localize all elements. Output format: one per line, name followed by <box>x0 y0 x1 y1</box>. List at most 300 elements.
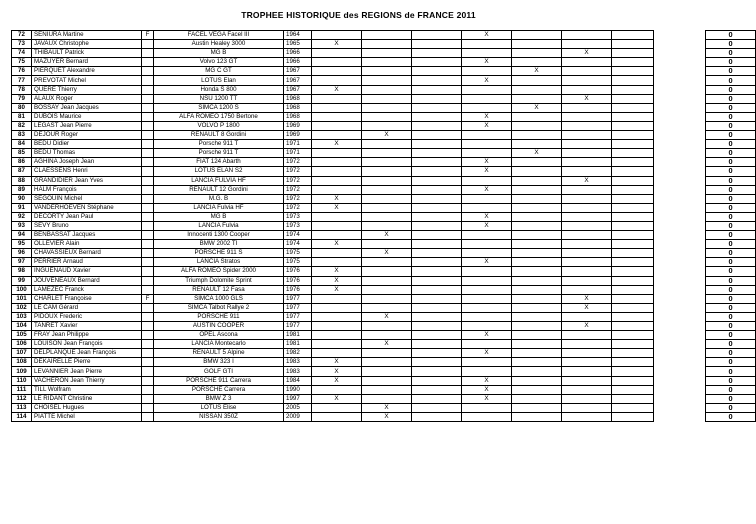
event-mark <box>612 140 654 149</box>
driver-name: BEDU Thomas <box>32 149 142 158</box>
event-mark: X <box>312 240 362 249</box>
car-model: MG B <box>154 212 284 221</box>
car-model: LANCIA Stratos <box>154 258 284 267</box>
driver-sex: F <box>142 294 154 303</box>
event-mark <box>612 240 654 249</box>
event-mark: X <box>462 394 512 403</box>
driver-name: ALAUX Roger <box>32 94 142 103</box>
driver-sex <box>142 340 154 349</box>
driver-sex <box>142 112 154 121</box>
event-mark <box>362 267 412 276</box>
race-number: 75 <box>12 58 32 67</box>
event-mark <box>312 212 362 221</box>
results-table-body <box>12 31 756 422</box>
event-mark <box>412 112 462 121</box>
driver-name: SENIURA Martine <box>32 31 142 40</box>
event-mark <box>562 40 612 49</box>
event-mark <box>462 358 512 367</box>
points-value: 0 <box>706 385 756 394</box>
event-mark: X <box>312 194 362 203</box>
points-value: 0 <box>706 340 756 349</box>
car-model: SIMCA 1200 S <box>154 103 284 112</box>
event-mark <box>462 149 512 158</box>
driver-name: LE CAM Gérard <box>32 303 142 312</box>
car-year: 1981 <box>284 331 312 340</box>
table-row <box>12 276 756 285</box>
car-year: 1977 <box>284 294 312 303</box>
table-row <box>12 167 756 176</box>
event-mark <box>362 294 412 303</box>
event-mark <box>562 221 612 230</box>
event-mark: X <box>362 340 412 349</box>
event-mark <box>512 112 562 121</box>
spacer-cell <box>654 249 706 258</box>
event-mark <box>562 203 612 212</box>
event-mark: X <box>562 49 612 58</box>
driver-sex <box>142 276 154 285</box>
table-row <box>12 358 756 367</box>
event-mark: X <box>462 167 512 176</box>
driver-name: JOUVENEAUX Bernard <box>32 276 142 285</box>
race-number: 102 <box>12 303 32 312</box>
driver-sex <box>142 131 154 140</box>
event-mark <box>312 412 362 421</box>
event-mark <box>362 385 412 394</box>
driver-sex <box>142 58 154 67</box>
table-row <box>12 112 756 121</box>
event-mark <box>312 322 362 331</box>
driver-sex <box>142 285 154 294</box>
car-year: 1976 <box>284 267 312 276</box>
car-year: 1984 <box>284 376 312 385</box>
driver-name: DEJOUR Roger <box>32 131 142 140</box>
car-model: LANCIA Montecarlo <box>154 340 284 349</box>
points-value: 0 <box>706 31 756 40</box>
event-mark <box>562 31 612 40</box>
event-mark <box>612 294 654 303</box>
event-mark <box>512 185 562 194</box>
event-mark <box>512 249 562 258</box>
race-number: 114 <box>12 412 32 421</box>
event-mark <box>612 221 654 230</box>
table-row <box>12 249 756 258</box>
event-mark <box>612 312 654 321</box>
event-mark <box>612 249 654 258</box>
driver-sex <box>142 231 154 240</box>
event-mark <box>612 412 654 421</box>
driver-name: INGUENAUD Xavier <box>32 267 142 276</box>
table-row <box>12 85 756 94</box>
points-value: 0 <box>706 103 756 112</box>
event-mark <box>462 403 512 412</box>
driver-name: VANDERHOEVEN Stéphane <box>32 203 142 212</box>
driver-name: PIATTE Michel <box>32 412 142 421</box>
points-value: 0 <box>706 231 756 240</box>
event-mark: X <box>562 176 612 185</box>
event-mark <box>412 94 462 103</box>
car-year: 1974 <box>284 231 312 240</box>
points-value: 0 <box>706 158 756 167</box>
driver-sex <box>142 303 154 312</box>
event-mark <box>462 194 512 203</box>
table-row <box>12 185 756 194</box>
race-number: 90 <box>12 194 32 203</box>
event-mark <box>362 358 412 367</box>
driver-name: TANRET Xavier <box>32 322 142 331</box>
event-mark: X <box>562 322 612 331</box>
driver-name: OLLEVIER Alain <box>32 240 142 249</box>
table-row <box>12 303 756 312</box>
event-mark <box>462 303 512 312</box>
race-number: 86 <box>12 158 32 167</box>
event-mark <box>312 31 362 40</box>
event-mark <box>512 294 562 303</box>
event-mark <box>612 267 654 276</box>
event-mark: X <box>562 94 612 103</box>
car-model: OPEL Ascona <box>154 331 284 340</box>
event-mark: X <box>362 249 412 258</box>
event-mark <box>612 58 654 67</box>
car-year: 1990 <box>284 385 312 394</box>
points-value: 0 <box>706 394 756 403</box>
driver-sex <box>142 258 154 267</box>
event-mark: X <box>312 358 362 367</box>
event-mark <box>362 94 412 103</box>
event-mark <box>362 103 412 112</box>
event-mark <box>412 194 462 203</box>
event-mark <box>562 121 612 130</box>
event-mark <box>562 185 612 194</box>
driver-sex <box>142 140 154 149</box>
event-mark: X <box>362 403 412 412</box>
driver-sex <box>142 349 154 358</box>
car-model: NSU 1200 TT <box>154 94 284 103</box>
car-model: ALFA ROMEO Spider 2000 <box>154 267 284 276</box>
event-mark <box>512 167 562 176</box>
table-row <box>12 294 756 303</box>
car-year: 1975 <box>284 258 312 267</box>
car-year: 1976 <box>284 285 312 294</box>
driver-sex: F <box>142 31 154 40</box>
event-mark <box>562 312 612 321</box>
event-mark <box>612 403 654 412</box>
event-mark <box>362 303 412 312</box>
event-mark <box>562 194 612 203</box>
event-mark <box>362 140 412 149</box>
driver-sex <box>142 267 154 276</box>
event-mark <box>512 40 562 49</box>
event-mark <box>312 185 362 194</box>
table-row <box>12 212 756 221</box>
event-mark <box>512 258 562 267</box>
spacer-cell <box>654 367 706 376</box>
event-mark <box>512 240 562 249</box>
event-mark <box>562 367 612 376</box>
event-mark <box>362 158 412 167</box>
driver-sex <box>142 76 154 85</box>
event-mark <box>362 76 412 85</box>
race-number: 74 <box>12 49 32 58</box>
table-row <box>12 221 756 230</box>
car-year: 1968 <box>284 112 312 121</box>
driver-sex <box>142 158 154 167</box>
spacer-cell <box>654 303 706 312</box>
driver-name: LEVANNIER Jean Pierre <box>32 367 142 376</box>
event-mark <box>512 212 562 221</box>
race-number: 73 <box>12 40 32 49</box>
car-model: LOTUS Elise <box>154 403 284 412</box>
event-mark <box>312 67 362 76</box>
race-number: 77 <box>12 76 32 85</box>
event-mark <box>462 249 512 258</box>
event-mark <box>312 303 362 312</box>
driver-sex <box>142 203 154 212</box>
race-number: 80 <box>12 103 32 112</box>
points-value: 0 <box>706 58 756 67</box>
event-mark: X <box>312 285 362 294</box>
event-mark <box>562 76 612 85</box>
event-mark <box>612 322 654 331</box>
spacer-cell <box>654 376 706 385</box>
event-mark <box>512 158 562 167</box>
race-number: 108 <box>12 358 32 367</box>
event-mark <box>412 322 462 331</box>
points-value: 0 <box>706 267 756 276</box>
driver-sex <box>142 385 154 394</box>
table-row <box>12 103 756 112</box>
driver-sex <box>142 249 154 258</box>
event-mark <box>362 121 412 130</box>
event-mark <box>312 131 362 140</box>
event-mark: X <box>462 58 512 67</box>
driver-sex <box>142 103 154 112</box>
event-mark <box>512 203 562 212</box>
event-mark <box>612 276 654 285</box>
car-year: 1997 <box>284 394 312 403</box>
car-year: 1972 <box>284 194 312 203</box>
spacer-cell <box>654 312 706 321</box>
points-value: 0 <box>706 76 756 85</box>
event-mark <box>512 267 562 276</box>
car-model: BMW Z 3 <box>154 394 284 403</box>
event-mark <box>412 349 462 358</box>
race-number: 98 <box>12 267 32 276</box>
driver-name: DUBOIS Maurice <box>32 112 142 121</box>
table-row <box>12 385 756 394</box>
event-mark <box>412 367 462 376</box>
car-model: SIMCA 1000 GLS <box>154 294 284 303</box>
car-model: Porsche 911 T <box>154 140 284 149</box>
event-mark <box>612 231 654 240</box>
race-number: 97 <box>12 258 32 267</box>
table-row <box>12 203 756 212</box>
driver-name: QUERE Thierry <box>32 85 142 94</box>
driver-name: CHAVASSIEUX Bernard <box>32 249 142 258</box>
car-model: PORSCHE 911 <box>154 312 284 321</box>
event-mark <box>412 103 462 112</box>
driver-sex <box>142 240 154 249</box>
spacer-cell <box>654 412 706 421</box>
driver-sex <box>142 194 154 203</box>
event-mark: X <box>462 212 512 221</box>
driver-sex <box>142 185 154 194</box>
spacer-cell <box>654 231 706 240</box>
event-mark <box>312 331 362 340</box>
spacer-cell <box>654 267 706 276</box>
points-value: 0 <box>706 131 756 140</box>
event-mark <box>562 276 612 285</box>
spacer-cell <box>654 285 706 294</box>
points-value: 0 <box>706 412 756 421</box>
event-mark <box>562 403 612 412</box>
event-mark <box>562 140 612 149</box>
car-year: 1972 <box>284 158 312 167</box>
event-mark <box>412 158 462 167</box>
event-mark <box>512 358 562 367</box>
points-value: 0 <box>706 331 756 340</box>
table-row <box>12 58 756 67</box>
spacer-cell <box>654 203 706 212</box>
results-table <box>11 30 756 422</box>
event-mark <box>412 149 462 158</box>
event-mark <box>362 240 412 249</box>
spacer-cell <box>654 276 706 285</box>
driver-name: PREVOTAT Michel <box>32 76 142 85</box>
race-number: 106 <box>12 340 32 349</box>
event-mark <box>512 385 562 394</box>
event-mark <box>462 131 512 140</box>
event-mark <box>612 131 654 140</box>
car-year: 1972 <box>284 185 312 194</box>
car-model: Triumph Dolomite Sprint <box>154 276 284 285</box>
table-row <box>12 140 756 149</box>
race-number: 100 <box>12 285 32 294</box>
event-mark <box>412 76 462 85</box>
race-number: 96 <box>12 249 32 258</box>
spacer-cell <box>654 85 706 94</box>
event-mark <box>412 385 462 394</box>
event-mark <box>512 331 562 340</box>
event-mark <box>412 249 462 258</box>
event-mark <box>612 167 654 176</box>
event-mark <box>362 58 412 67</box>
event-mark <box>462 267 512 276</box>
car-model: Porsche 911 T <box>154 149 284 158</box>
driver-name: PIERQUET Alexandre <box>32 67 142 76</box>
event-mark <box>562 249 612 258</box>
event-mark <box>612 358 654 367</box>
event-mark <box>612 103 654 112</box>
event-mark <box>462 203 512 212</box>
spacer-cell <box>654 340 706 349</box>
spacer-cell <box>654 212 706 221</box>
event-mark <box>512 140 562 149</box>
event-mark <box>562 131 612 140</box>
race-number: 99 <box>12 276 32 285</box>
event-mark <box>412 312 462 321</box>
event-mark <box>612 76 654 85</box>
table-row <box>12 40 756 49</box>
car-year: 1977 <box>284 322 312 331</box>
event-mark <box>412 258 462 267</box>
spacer-cell <box>654 49 706 58</box>
points-value: 0 <box>706 303 756 312</box>
driver-name: BENBASSAT Jacques <box>32 231 142 240</box>
car-year: 1977 <box>284 303 312 312</box>
car-year: 2005 <box>284 403 312 412</box>
event-mark: X <box>512 149 562 158</box>
spacer-cell <box>654 176 706 185</box>
car-year: 1972 <box>284 203 312 212</box>
car-year: 1969 <box>284 131 312 140</box>
car-model: Austin Healey 3000 <box>154 40 284 49</box>
table-row <box>12 322 756 331</box>
driver-name: JAVAUX Christophe <box>32 40 142 49</box>
event-mark <box>412 221 462 230</box>
event-mark <box>462 340 512 349</box>
driver-name: AGHINA Joseph Jean <box>32 158 142 167</box>
driver-name: CHARLET Françoise <box>32 294 142 303</box>
spacer-cell <box>654 40 706 49</box>
race-number: 87 <box>12 167 32 176</box>
event-mark <box>312 340 362 349</box>
event-mark <box>412 240 462 249</box>
event-mark <box>312 112 362 121</box>
event-mark <box>612 31 654 40</box>
car-year: 1975 <box>284 249 312 258</box>
race-number: 112 <box>12 394 32 403</box>
spacer-cell <box>654 140 706 149</box>
race-number: 82 <box>12 121 32 130</box>
event-mark <box>312 103 362 112</box>
event-mark: X <box>562 303 612 312</box>
points-value: 0 <box>706 40 756 49</box>
car-year: 1967 <box>284 76 312 85</box>
event-mark <box>412 176 462 185</box>
car-model: Innocenti 1300 Cooper <box>154 231 284 240</box>
race-number: 105 <box>12 331 32 340</box>
event-mark <box>412 85 462 94</box>
event-mark <box>612 158 654 167</box>
event-mark <box>412 185 462 194</box>
event-mark <box>562 112 612 121</box>
driver-sex <box>142 221 154 230</box>
event-mark <box>612 176 654 185</box>
points-value: 0 <box>706 112 756 121</box>
event-mark <box>612 394 654 403</box>
driver-name: SEVY Bruno <box>32 221 142 230</box>
table-row <box>12 76 756 85</box>
event-mark <box>312 221 362 230</box>
event-mark <box>312 58 362 67</box>
car-model: MG C GT <box>154 67 284 76</box>
car-year: 1983 <box>284 367 312 376</box>
event-mark <box>312 249 362 258</box>
event-mark <box>462 294 512 303</box>
driver-sex <box>142 40 154 49</box>
event-mark <box>462 285 512 294</box>
event-mark <box>512 176 562 185</box>
event-mark <box>462 276 512 285</box>
race-number: 104 <box>12 322 32 331</box>
race-number: 111 <box>12 385 32 394</box>
event-mark <box>562 331 612 340</box>
table-row <box>12 131 756 140</box>
car-model: GOLF GTI <box>154 367 284 376</box>
car-year: 1972 <box>284 176 312 185</box>
event-mark: X <box>312 140 362 149</box>
race-number: 76 <box>12 67 32 76</box>
